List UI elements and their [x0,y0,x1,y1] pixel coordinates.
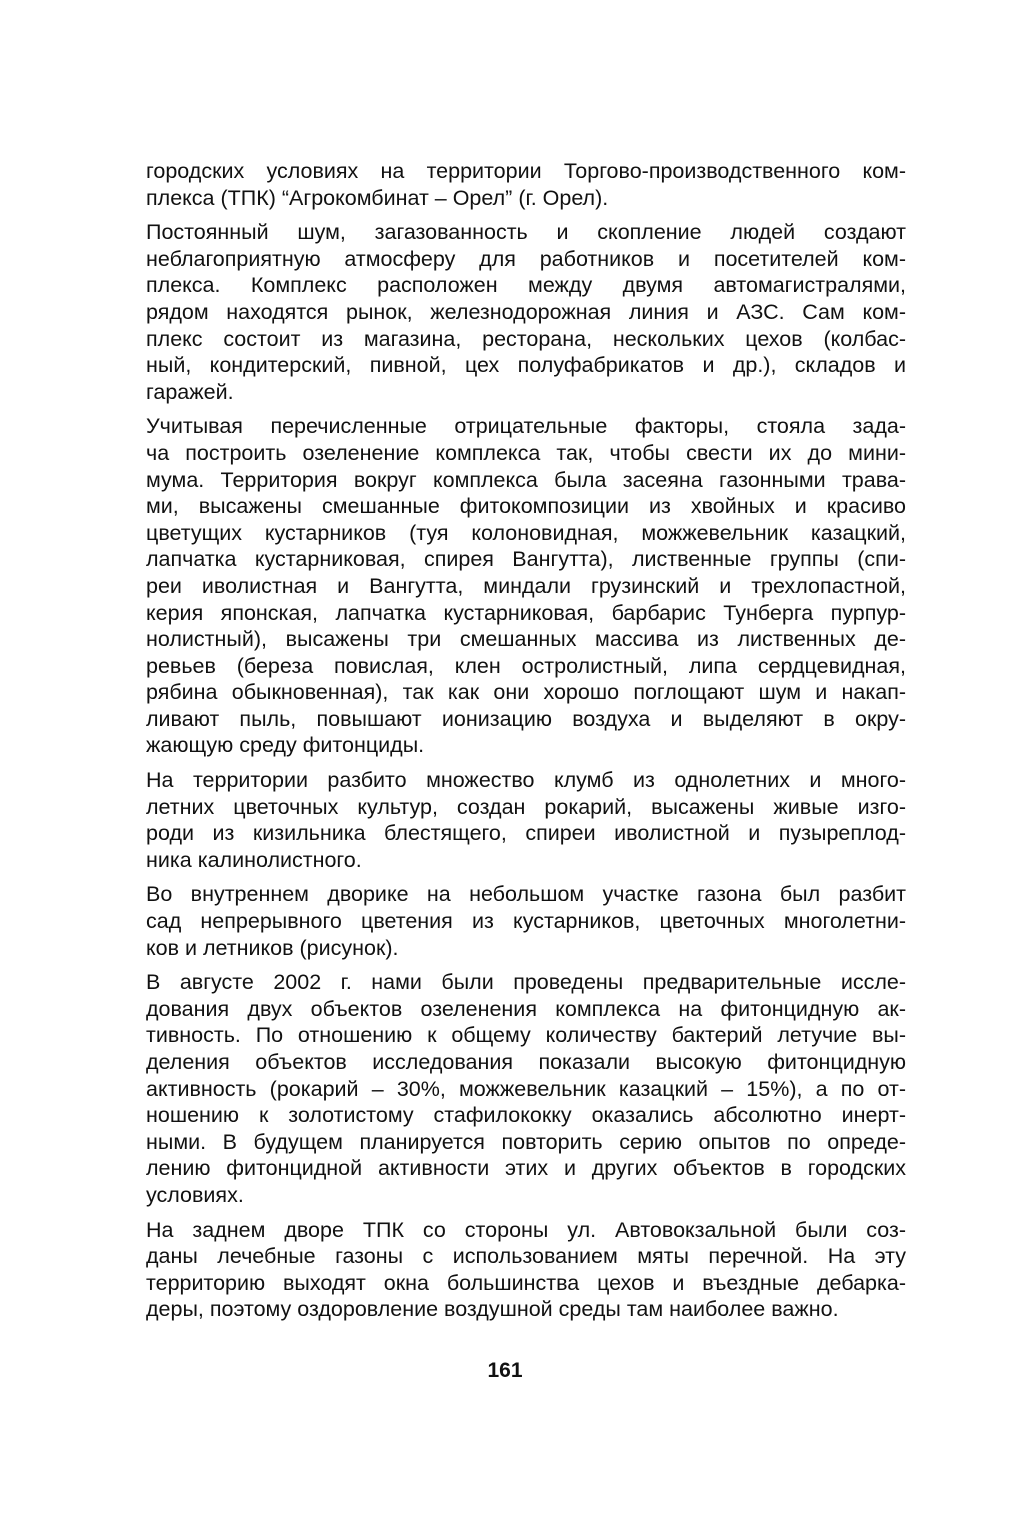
text-line: керия японская, лапчатка кустарниковая, барбарис Тунберга пурпур- [146,600,906,625]
text-line: В августе 2002 г. нами были проведены предварительные иссле- [146,970,906,995]
paragraph [146,1217,906,1323]
text-line: реи иволистная и Вангутта, миндали грузинский и трехлопастной, [146,573,906,598]
paragraph [146,767,906,873]
text-line: жающую среду фитонциды. [146,733,425,758]
text-line: ков и летников (рисунок). [146,935,399,960]
text-line: даны лечебные газоны с использованием мяты перечной. На эту [146,1244,906,1269]
text-line: тивность. По отношению к общему количеству бактерий летучие вы- [146,1023,906,1048]
text-line: плекса (ТПК) “Агрокомбинат – Орел” (г. Орел). [146,185,609,210]
text-line: ми, высажены смешанные фитокомпозиции из хвойных и красиво [146,494,906,519]
text-line: Учитывая перечисленные отрицательные факторы, стояла зада- [146,414,906,439]
text-line: условиях. [146,1182,244,1207]
text-line: плекса. Комплекс расположен между двумя автомагистралями, [146,273,906,298]
text-line: роди из кизильника блестящего, спиреи иволистной и пузыреплод- [146,821,906,846]
text-line: рядом находятся рынок, железнодорожная линия и АЗС. Сам ком- [146,299,906,324]
text-line: плекс состоит из магазина, ресторана, нескольких цехов (колбас- [146,326,906,351]
text-line: ный, кондитерский, пивной, цех полуфабрикатов и др.), складов и [146,353,906,378]
text-line: гаражей. [146,379,234,404]
text-line: активность (рокарий – 30%, можжевельник казацкий – 15%), а по от- [146,1076,906,1101]
text-line: Во внутреннем дворике на небольшом участке газона был разбит [146,882,906,907]
body-text [146,158,906,1331]
text-line: На заднем дворе ТПК со стороны ул. Автовокзальной были соз- [146,1217,906,1242]
text-line: лению фитонцидной активности этих и других объектов в городских [146,1156,906,1181]
text-line: городских условиях на территории Торгово-производственного ком- [146,159,906,183]
paragraph [146,413,906,759]
page-number: 161 [487,1359,523,1382]
paragraph [146,969,906,1208]
text-line: цветущих кустарников (туя колоновидная, можжевельник казацкий, [146,520,906,545]
text-line: ливают пыль, повышают ионизацию воздуха и выделяют в окру- [146,706,906,731]
text-line: дования двух объектов озеленения комплекса на фитонцидную ак- [146,996,906,1021]
text-line: деры, поэтому оздоровление воздушной среды там наиболее важно. [146,1297,839,1322]
text-line: сад непрерывного цветения из кустарников, цветочных многолетни- [146,909,906,934]
text-line: ношению к золотистому стафилококку оказались абсолютно инерт- [146,1103,906,1128]
text-line: ными. В будущем планируется повторить серию опытов по опреде- [146,1129,906,1154]
paragraph [146,881,906,961]
text-line: деления объектов исследования показали высокую фитонцидную [146,1050,906,1074]
text-line: территорию выходят окна большинства цехов и въездные дебарка- [146,1270,906,1295]
paragraph [146,219,906,405]
text-line: мума. Территория вокруг комплекса была засеяна газонными трава- [146,467,906,492]
text-line: рябина обыкновенная), так как они хорошо поглощают шум и накап- [146,680,906,705]
text-line: ча построить озеленение комплекса так, чтобы свести их до мини- [146,440,906,465]
text-line: лапчатка кустарниковая, спирея Вангутта), лиственные группы (спи- [146,547,906,572]
text-line: ника калинолистного. [146,847,362,872]
text-line: летних цветочных культур, создан рокарий, высажены живые изго- [146,794,906,819]
paragraph [146,158,906,211]
text-line: На территории разбито множество клумб из однолетних и много- [146,768,906,793]
text-line: нолистный), высажены три смешанных массива из лиственных де- [146,627,906,652]
text-line: ревьев (береза повислая, клен остролистный, липа сердцевидная, [146,653,906,678]
text-line: неблагоприятную атмосферу для работников и посетителей ком- [146,246,906,271]
text-line: Постоянный шум, загазованность и скопление людей создают [146,220,906,245]
